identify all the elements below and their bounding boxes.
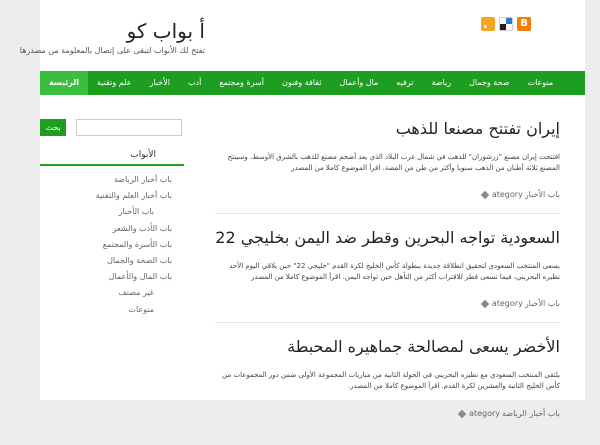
main-navigation bbox=[40, 71, 585, 95]
post-excerpt: افتتحت إيران مصنع "زرشوران" للذهب في شمال غرب البلاد الذي يعد أضخم مصنع للذهب بالشرق الأوسط، وسينتج المصنع ثلاثة أطنان من الذهب سنويا وأكثر من طن من الفضة. اقرأ الموضوع كاملا من المصدر bbox=[227, 153, 560, 172]
category-icon bbox=[458, 409, 466, 417]
site-title[interactable]: أ بواب كو bbox=[126, 19, 205, 43]
delicious-icon[interactable] bbox=[499, 17, 513, 31]
categories-widget-title: الأبواب bbox=[40, 150, 184, 166]
rss-icon[interactable] bbox=[481, 17, 495, 31]
site-header bbox=[19, 0, 585, 71]
category-link-news[interactable]: باب الأخبار bbox=[118, 207, 154, 217]
category-icon bbox=[481, 190, 489, 198]
category-link[interactable]: باب أخبار الرياضة bbox=[502, 409, 560, 418]
post-category bbox=[480, 190, 560, 199]
nav-item-family-society[interactable]: أسرة ومجتمع bbox=[219, 78, 264, 87]
sidebar bbox=[40, 119, 184, 318]
nav-item-misc[interactable]: منوعات bbox=[527, 78, 554, 87]
categories-list bbox=[40, 172, 184, 318]
category-icon bbox=[481, 299, 489, 307]
category-link[interactable]: باب الأخبار bbox=[524, 190, 560, 199]
search-button[interactable]: بحث bbox=[40, 119, 66, 136]
category-link-sports-news[interactable]: باب أخبار الرياضة bbox=[114, 175, 172, 184]
post bbox=[215, 227, 560, 323]
nav-item-science-tech[interactable]: علم وتقنية bbox=[96, 78, 132, 87]
nav-item-home[interactable]: الرئيسة bbox=[40, 71, 88, 95]
page-container bbox=[19, 0, 585, 418]
category-link[interactable]: باب الأخبار bbox=[524, 299, 560, 308]
nav-item-sports[interactable]: رياضة bbox=[431, 78, 452, 87]
post-title[interactable]: الأخضر يسعى لمصالحة جماهيره المحبطة bbox=[287, 337, 560, 356]
category-label: ategory bbox=[491, 190, 523, 199]
site-description: تفتح لك الأبواب لتبقى على إتصال بالمعلومة من مصدرها bbox=[19, 46, 205, 55]
category-link-misc[interactable]: منوعات bbox=[128, 304, 154, 314]
nav-item-entertainment[interactable]: ترفيه bbox=[396, 78, 414, 87]
post bbox=[215, 336, 560, 432]
category-link-uncategorized[interactable]: غير مصنف bbox=[118, 288, 154, 298]
post-title[interactable]: إيران تفتتح مصنعا للذهب bbox=[395, 119, 560, 138]
posts-list bbox=[215, 110, 560, 445]
nav-item-culture-arts[interactable]: ثقافة وفنون bbox=[282, 78, 322, 87]
post-excerpt: يلتقي المنتخب السعودي مع نظيره البحريني في الجولة الثانية من مباريات المجموعة الأولى ضمن دور المجموعات من كأس الخليج الثانية والعشرين لكرة القدم. اقرأ الموضوع كاملا من المصدر. bbox=[222, 371, 560, 390]
blogger-icon[interactable] bbox=[517, 17, 531, 31]
nav-item-literature[interactable]: أدب bbox=[187, 78, 202, 87]
category-link-health-beauty[interactable]: باب الصحة والجمال bbox=[107, 255, 172, 265]
post-excerpt: يسعى المنتخب السعودي لتحقيق انطلاقة جديدة ببطولة كأس الخليج لكرة القدم "خليجي 22" حين يلاقي اليوم الأحد نظيره البحريني، فيما تسعى قطر للاقتراب أكثر من التأهل حين تواجه اليمن. اقرأ الموضوع كاملا من المصدر bbox=[229, 262, 560, 281]
nav-item-news[interactable]: الأخبار bbox=[149, 78, 170, 87]
post-category bbox=[457, 409, 560, 418]
nav-item-business[interactable]: مال وأعمال bbox=[339, 78, 379, 87]
search-input[interactable] bbox=[76, 119, 182, 136]
post-category bbox=[480, 299, 560, 308]
post-title[interactable]: السعودية تواجه البحرين وقطر ضد اليمن بخليجي 22 bbox=[215, 228, 560, 247]
site-branding bbox=[20, 20, 205, 55]
category-link-family-society[interactable]: باب الأسرة والمجتمع bbox=[102, 239, 172, 249]
category-label: ategory bbox=[469, 409, 501, 418]
post bbox=[215, 118, 560, 214]
category-link-literature-poetry[interactable]: باب الأدب والشعر bbox=[112, 223, 172, 233]
social-icons bbox=[481, 17, 531, 31]
category-link-science-tech-news[interactable]: باب أخبار العلم والتقنية bbox=[95, 191, 172, 201]
category-link-business[interactable]: باب المال والأعمال bbox=[108, 272, 172, 282]
nav-item-health-beauty[interactable]: صحة وجمال bbox=[469, 78, 510, 87]
category-label: ategory bbox=[491, 299, 523, 308]
search-form bbox=[40, 119, 184, 136]
